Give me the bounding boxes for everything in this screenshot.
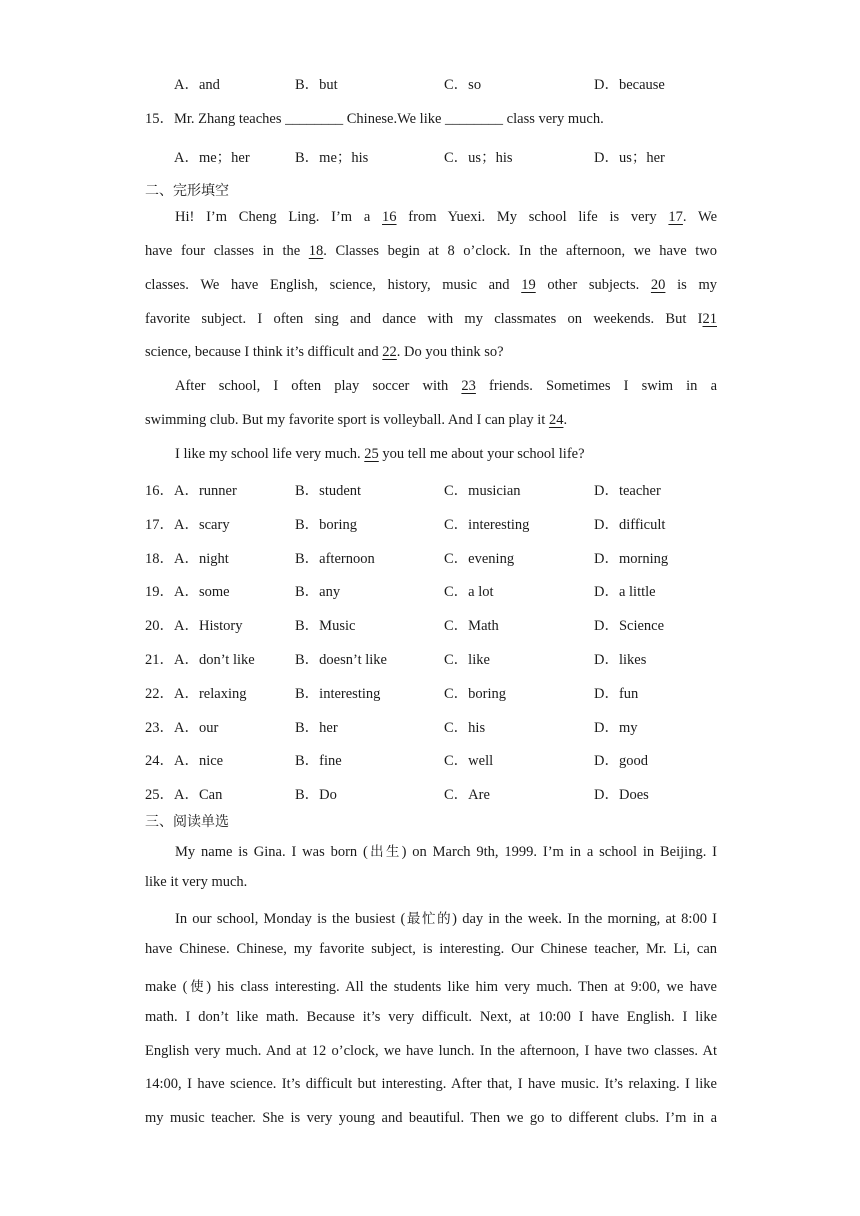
blank-23: 23: [461, 378, 476, 394]
blank-25: 25: [364, 446, 379, 462]
option-a: A．runner: [174, 483, 237, 499]
cloze-question-row: [0, 716, 860, 736]
cloze-question-row: [0, 547, 860, 567]
blank-19: 19: [521, 277, 536, 293]
option-d: D．Science: [594, 618, 665, 635]
option-c: C．Math: [444, 618, 499, 635]
blank-22: 22: [382, 344, 397, 360]
option-a: A．relaxing: [174, 685, 247, 702]
option-b: B．afternoon: [295, 550, 375, 567]
blank-21: 21: [702, 311, 717, 327]
question-number: 19．: [145, 584, 174, 601]
q14-options: [0, 73, 860, 93]
option-c: C．Are: [444, 787, 490, 804]
q15-stem: 15．Mr. Zhang teaches ________ Chinese.We like ________ class very much.: [145, 111, 604, 127]
option-c: C．his: [444, 719, 486, 736]
cloze-question-row: [0, 580, 860, 600]
option-a: A．scary: [174, 516, 230, 533]
cloze-para1-line3: classes. We have English, science, history, music and 19 other subjects. 20 is my: [145, 277, 717, 293]
q14-option-a: A．and: [174, 77, 220, 93]
option-b: B．any: [295, 584, 341, 601]
option-a: A．Can: [174, 787, 223, 804]
cloze-question-row: [0, 749, 860, 769]
question-number: 17．: [145, 516, 174, 533]
reading-para2-line4: math. I don’t like math. Because it’s very difficult. Next, at 10:00 I have English. I like: [145, 1009, 717, 1025]
option-b: B．Do: [295, 787, 337, 804]
option-b: B．Music: [295, 618, 356, 635]
option-b: B．student: [295, 483, 362, 499]
question-number: 24．: [145, 753, 174, 770]
option-c: C．like: [444, 652, 490, 668]
cloze-para1-line5: science, because I think it’s difficult and 22. Do you think so?: [145, 344, 504, 360]
cloze-question-row: [0, 783, 860, 803]
option-c: C．well: [444, 753, 494, 770]
question-number: 22．: [145, 685, 174, 702]
section-heading-cloze: 二、完形填空: [145, 183, 229, 199]
option-b: B．interesting: [295, 685, 381, 702]
option-c: C．musician: [444, 483, 521, 499]
question-number: 21．: [145, 652, 174, 668]
option-b: B．her: [295, 719, 338, 736]
question-number: 18．: [145, 550, 174, 567]
option-c: C．boring: [444, 685, 507, 702]
blank-16: 16: [382, 209, 397, 225]
question-number: 20．: [145, 618, 174, 635]
option-d: D．difficult: [594, 516, 666, 533]
option-d: D．good: [594, 753, 648, 770]
q15-option-b: B．me；his: [295, 150, 369, 166]
section-heading-reading: 三、阅读单选: [145, 814, 229, 830]
q14-option-b: B．but: [295, 77, 338, 93]
option-b: B．fine: [295, 753, 342, 770]
option-c: C．a lot: [444, 584, 494, 601]
option-b: B．boring: [295, 516, 358, 533]
q15-option-d: D．us；her: [594, 150, 665, 166]
option-a: A．some: [174, 584, 230, 601]
reading-para2-line1: In our school, Monday is the busiest (最忙的) day in the week. In the morning, at 8:00 I: [175, 911, 717, 927]
q15-option-a: A．me；her: [174, 150, 250, 166]
option-d: D．my: [594, 719, 638, 736]
option-a: A．nice: [174, 753, 224, 770]
cloze-question-row: [0, 513, 860, 533]
blank-20: 20: [650, 277, 666, 293]
reading-para2-line3: make (使) his class interesting. All the students like him very much. Then at 9:00, we have: [145, 979, 717, 995]
cloze-para1-line1: Hi! I’m Cheng Ling. I’m a 16 from Yuexi. My school life is very 17. We: [175, 209, 717, 225]
option-a: A．don’t like: [174, 652, 255, 668]
reading-para1-line1: My name is Gina. I was born (出生) on March 9th, 1999. I’m in a school in Beijing. I: [175, 844, 718, 860]
option-c: C．interesting: [444, 516, 530, 533]
option-d: D．teacher: [594, 483, 661, 499]
option-a: A．night: [174, 550, 229, 567]
cloze-question-row: [0, 648, 860, 668]
blank-18: 18: [308, 243, 324, 259]
option-d: D．morning: [594, 550, 669, 567]
cloze-question-row: [0, 614, 860, 634]
reading-para2-line2: have Chinese. Chinese, my favorite subject, is interesting. Our Chinese teacher, Mr. Li, can: [145, 941, 717, 957]
blank-17: 17: [668, 209, 683, 225]
option-a: A．History: [174, 618, 243, 635]
option-b: B．doesn’t like: [295, 652, 387, 668]
cloze-question-row: [0, 479, 860, 499]
q15-options: [0, 146, 860, 166]
cloze-para2-line1: After school, I often play soccer with 23 friends. Sometimes I swim in a: [175, 378, 718, 394]
cloze-para1-line4: favorite subject. I often sing and dance with my classmates on weekends. But I21: [145, 311, 717, 327]
option-a: A．our: [174, 719, 219, 736]
cloze-para2-line2: swimming club. But my favorite sport is volleyball. And I can play it 24.: [145, 412, 568, 428]
question-number: 25．: [145, 787, 174, 804]
reading-para2-line5: English very much. And at 12 o’clock, we have lunch. In the afternoon, I have two classes. At: [145, 1043, 717, 1059]
q14-option-d: D．because: [594, 77, 665, 93]
cloze-para3-line1: I like my school life very much. 25 you tell me about your school life?: [175, 446, 585, 462]
question-number: 16．: [145, 483, 174, 499]
reading-para1-line2: like it very much.: [145, 874, 248, 890]
option-d: D．fun: [594, 685, 639, 702]
reading-para2-line7: my music teacher. She is very young and beautiful. Then we go to different clubs. I’m in a: [145, 1110, 717, 1126]
q14-option-c: C．so: [444, 77, 482, 93]
blank-24: 24: [548, 412, 564, 428]
q15-option-c: C．us；his: [444, 150, 513, 166]
option-d: D．Does: [594, 787, 649, 804]
reading-para2-line6: 14:00, I have science. It’s difficult but interesting. After that, I have music. It’s relaxing. I like: [145, 1076, 717, 1092]
question-number: 23．: [145, 719, 174, 736]
cloze-para1-line2: have four classes in the 18. Classes begin at 8 o’clock. In the afternoon, we have two: [145, 243, 717, 259]
option-d: D．likes: [594, 652, 647, 668]
option-c: C．evening: [444, 550, 515, 567]
cloze-question-row: [0, 682, 860, 702]
option-d: D．a little: [594, 584, 656, 601]
